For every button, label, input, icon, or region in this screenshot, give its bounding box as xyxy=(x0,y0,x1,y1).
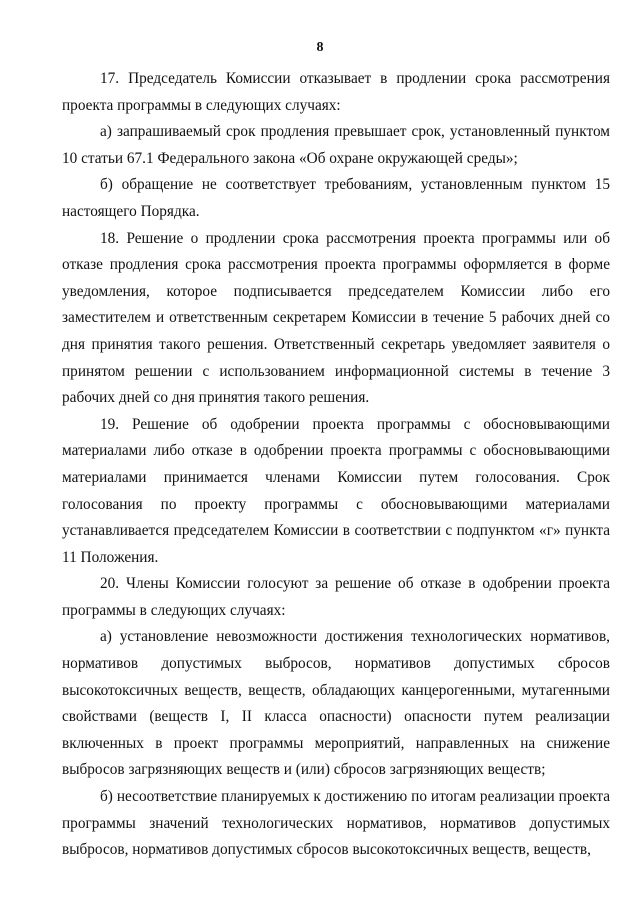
paragraph-20-b: б) несоответствие планируемых к достижению по итогам реализации проекта программы значений технологических нормативов, нормативов допустимых выбросов, нормативов допустимых сбросов высокотоксичных веществ, веществ, xyxy=(62,788,610,859)
paragraph-19: 19. Решение об одобрении проекта программы с обосновывающими материалами либо отказе в одобрении проекта программы с обосновывающими материалами принимается членами Комиссии путем голосования. Срок голосования по проекту программы с обосновывающими материалами устанавливается председателем Комиссии в соответствии с подпунктом «г» пункта 11 Положения. xyxy=(62,415,610,566)
paragraph-17-b: б) обращение не соответствует требованиям, установленным пунктом 15 настоящего Порядка. xyxy=(62,176,610,220)
paragraph-17: 17. Председатель Комиссии отказывает в продлении срока рассмотрения проекта программы в следующих случаях: xyxy=(62,70,610,114)
paragraph-18: 18. Решение о продлении срока рассмотрения проекта программы или об отказе продления срока рассмотрения проекта программы оформляется в форме уведомления, которое подписывается председателем Комиссии либо его заместителем и ответственным секретарем Комиссии в течение 5 рабочих дней со дня принятия такого решения. Ответственный секретарь уведомляет заявителя о принятом решении с использованием информационной системы в течение 3 рабочих дней со дня принятия такого решения. xyxy=(62,229,610,407)
paragraph-17-a: а) запрашиваемый срок продления превышает срок, установленный пунктом 10 статьи 67.1 Федерального закона «Об охране окружающей среды»; xyxy=(62,123,610,167)
document-body xyxy=(62,66,610,864)
page-number: 8 xyxy=(316,40,324,55)
paragraph-20-a: а) установление невозможности достижения технологических нормативов, нормативов допустимых выбросов, нормативов допустимых сбросов высокотоксичных веществ, веществ, обладающих канцерогенными, мутагенными свойствами (веществ I, II класса опасности) опасности путем реализации включенных в проект программы мероприятий, направленных на снижение выбросов загрязняющих веществ и (или) сбросов загрязняющих веществ; xyxy=(62,628,610,779)
paragraph-20: 20. Члены Комиссии голосуют за решение об отказе в одобрении проекта программы в следующих случаях: xyxy=(62,575,610,619)
